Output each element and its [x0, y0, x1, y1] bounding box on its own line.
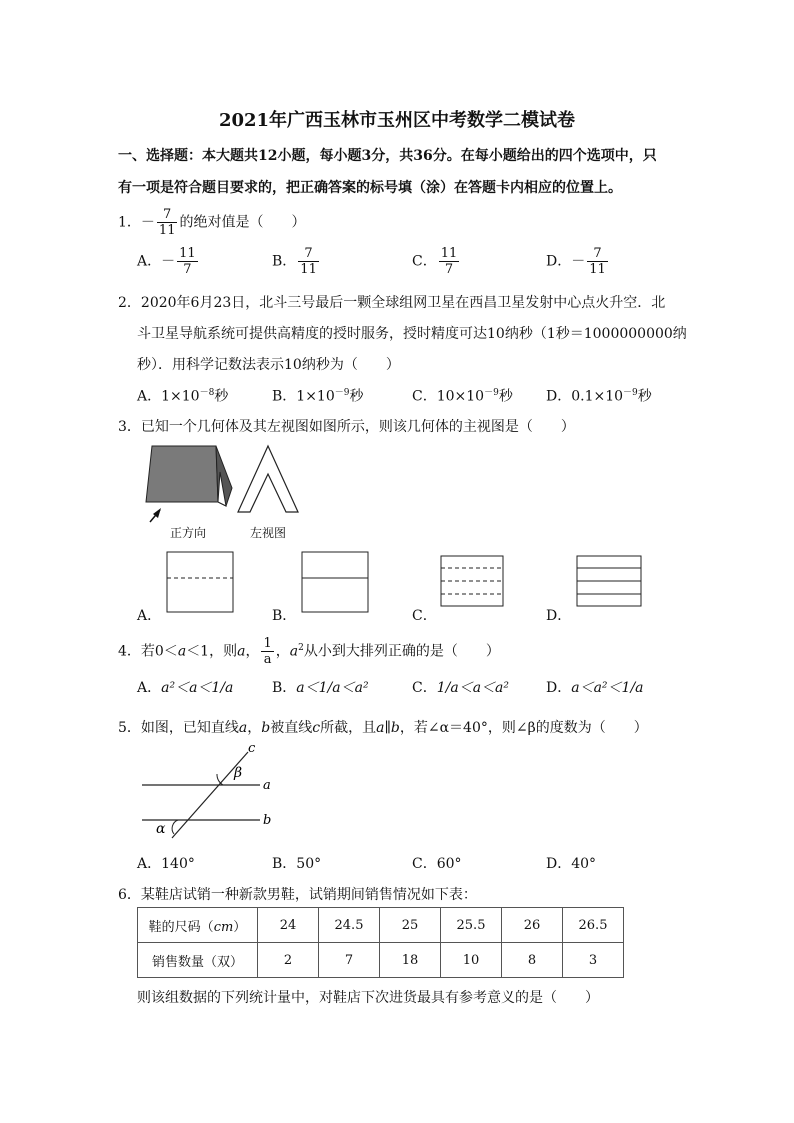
- label-c: c: [248, 741, 256, 756]
- q1-option-fraction: [439, 246, 460, 277]
- q5-tail: ，若∠α＝40°，则∠β的度数为（ ）: [399, 720, 648, 736]
- section-header-line1: 一、选择题：本大题共12小题，每小题3分，共36分。在每小题给出的四个选项中，只: [118, 148, 657, 164]
- q3-option-a-figure[interactable]: [166, 551, 234, 613]
- q2-option-exp: －9: [484, 388, 499, 398]
- q2-option-d[interactable]: [546, 385, 652, 406]
- q4-option-expr: a＜a²＜1/a: [571, 680, 644, 696]
- label-b: b: [263, 813, 272, 828]
- question-5: [118, 717, 648, 737]
- q4-option-expr: a²＜a＜1/a: [161, 680, 234, 696]
- question-6: 6．某鞋店试销一种新款男鞋，试销期间销售情况如下表：: [118, 887, 477, 903]
- frac-num: 7: [298, 246, 319, 262]
- table-header-size: [138, 908, 258, 943]
- q2-option-unit: 秒: [498, 388, 513, 405]
- table-cell: 10: [441, 943, 502, 978]
- q4-condition: ＜1，则: [186, 643, 238, 660]
- frac-num: 1: [263, 636, 272, 651]
- question-4: [118, 636, 500, 667]
- q4-prefix: 4．若0＜: [118, 643, 178, 660]
- table-row: [138, 908, 624, 943]
- frac-num: 7: [587, 246, 608, 262]
- question-3: 3．已知一个几何体及其左视图如图所示，则该几何体的主视图是（ ）: [118, 419, 575, 435]
- q5-option-d[interactable]: [546, 853, 596, 873]
- frac-den: 11: [300, 262, 317, 277]
- q1-minus: －: [140, 214, 155, 231]
- q3-option-d-label[interactable]: D．: [546, 608, 572, 624]
- table-cell: 24: [258, 908, 319, 943]
- q3-option-d-figure[interactable]: [576, 555, 642, 607]
- table-header-count: 销售数量（双）: [138, 943, 258, 978]
- table-cell: 24.5: [319, 908, 380, 943]
- q4-var-a: a: [177, 643, 187, 660]
- q2-option-unit: 秒: [637, 388, 652, 405]
- q5-mid: 被直线: [270, 720, 313, 736]
- question-2-line3: 秒）．用科学记数法表示10纳秒为（ ）: [137, 357, 400, 373]
- q1-option-a[interactable]: [137, 246, 200, 277]
- figure-rect: [167, 552, 233, 612]
- q5-parallel: a∥b: [376, 720, 400, 736]
- q5-option-b[interactable]: [272, 853, 321, 873]
- q4-option-expr: a＜1/a＜a²: [296, 680, 369, 696]
- table-cell: 26.5: [563, 908, 624, 943]
- frac-den: 11: [589, 262, 606, 277]
- q1-option-label: B．: [272, 253, 297, 270]
- table-cell: 7: [319, 943, 380, 978]
- q3-option-b-figure[interactable]: [301, 551, 369, 613]
- question-6-tail: 则该组数据的下列统计量中，对鞋店下次进货最具有参考意义的是（ ）: [137, 990, 599, 1006]
- table-cell: 26: [502, 908, 563, 943]
- page-title: 2021年广西玉林市玉州区中考数学二模试卷: [218, 110, 576, 131]
- q4-option-b[interactable]: [272, 677, 369, 697]
- q1-frac-num: 7: [157, 207, 178, 223]
- q5-var-b: b: [261, 720, 271, 736]
- q4-option-c[interactable]: [412, 677, 509, 697]
- figure-rect: [302, 552, 368, 612]
- table-cell: 8: [502, 943, 563, 978]
- q5-option-value: 140°: [161, 856, 195, 872]
- q5-option-label: A．: [137, 856, 162, 872]
- q1-option-b[interactable]: [272, 246, 321, 277]
- table-cell: 2: [258, 943, 319, 978]
- header-text: ）: [233, 919, 247, 935]
- q5-mid2: 所截，且: [320, 720, 377, 736]
- q1-option-d[interactable]: [546, 246, 610, 277]
- header-text: 鞋的尺码（: [148, 919, 214, 935]
- frac-den: a: [263, 652, 272, 667]
- header-unit: cm: [213, 919, 234, 935]
- q5-var-c: c: [312, 720, 321, 736]
- q5-option-c[interactable]: [412, 853, 462, 873]
- q4-option-label: D．: [546, 680, 572, 696]
- q1-option-sign: －: [571, 253, 586, 270]
- q5-var-a: a: [238, 720, 248, 736]
- q4-square: 2: [298, 642, 304, 653]
- q1-option-sign: －: [161, 253, 176, 270]
- left-view-figure: [236, 444, 302, 516]
- q3-option-b-label[interactable]: B．: [272, 608, 297, 624]
- q5-option-a[interactable]: [137, 853, 195, 873]
- q5-option-value: 60°: [436, 856, 462, 872]
- q2-option-label: B．: [272, 388, 297, 405]
- q4-fraction: [261, 636, 273, 667]
- q1-text: 的绝对值是（ ）: [179, 214, 306, 231]
- table-row: [138, 943, 624, 978]
- q1-fraction: [157, 207, 178, 238]
- q2-option-base: 10×10: [436, 388, 485, 405]
- table-cell: 3: [563, 943, 624, 978]
- front-direction-label: 正方向: [170, 526, 207, 540]
- q5-option-value: 50°: [296, 856, 322, 872]
- q2-option-b[interactable]: [272, 385, 363, 406]
- beta-arc: [217, 774, 223, 785]
- q1-option-label: C．: [412, 253, 437, 270]
- q4-option-d[interactable]: [546, 677, 644, 697]
- q5-prefix: 5．如图，已知直线: [118, 720, 239, 736]
- q2-option-label: D．: [546, 388, 572, 405]
- table-cell: 25.5: [441, 908, 502, 943]
- q4-option-label: B．: [272, 680, 297, 696]
- q4-option-label: A．: [137, 680, 162, 696]
- q2-option-unit: 秒: [349, 388, 364, 405]
- q2-option-base: 1×10: [296, 388, 335, 405]
- left-view-label: 左视图: [250, 526, 287, 540]
- label-beta: β: [234, 765, 243, 781]
- frac-num: 11: [440, 246, 458, 261]
- q5-option-value: 40°: [571, 856, 597, 872]
- q1-option-label: A．: [137, 253, 162, 270]
- q3-option-c-figure[interactable]: [440, 555, 504, 607]
- label-a: a: [263, 778, 271, 793]
- frac-den: 7: [444, 262, 454, 277]
- q2-option-base: 0.1×10: [571, 388, 624, 405]
- q1-number: 1．: [118, 214, 141, 231]
- frac-num: 11: [179, 246, 196, 261]
- parallel-lines-figure: [138, 740, 288, 840]
- solid-top-face: [146, 446, 218, 502]
- q2-option-label: A．: [137, 388, 162, 405]
- q4-comma: ，: [275, 643, 290, 660]
- table-cell: 18: [380, 943, 441, 978]
- q2-option-base: 1×10: [161, 388, 200, 405]
- question-2-line2: 斗卫星导航系统可提供高精度的授时服务，授时精度可达10纳秒（1秒＝1000000000纳: [137, 326, 687, 342]
- q4-option-expr: 1/a＜a＜a²: [436, 680, 509, 696]
- q2-option-c[interactable]: [412, 385, 513, 406]
- q4-option-label: C．: [412, 680, 437, 696]
- q5-option-label: C．: [412, 856, 437, 872]
- q4-option-a[interactable]: [137, 677, 233, 697]
- q4-var-a: a: [237, 643, 246, 660]
- q3-option-a-label[interactable]: A．: [137, 608, 162, 624]
- sales-table: [137, 907, 624, 978]
- q2-option-unit: 秒: [214, 388, 229, 405]
- frac-den: 7: [183, 262, 192, 277]
- q4-comma: ，: [245, 643, 260, 660]
- q5-option-label: D．: [546, 856, 572, 872]
- question-1: [118, 207, 305, 238]
- q1-option-fraction: [587, 246, 608, 277]
- left-view-shape: [238, 446, 298, 512]
- q4-tail: 从小到大排列正确的是（ ）: [303, 643, 500, 660]
- q2-option-exp: －8: [199, 388, 215, 398]
- q2-option-label: C．: [412, 388, 437, 405]
- q5-sep: ，: [247, 720, 262, 736]
- q1-frac-den: 11: [158, 223, 176, 238]
- q1-option-fraction: [298, 246, 319, 277]
- q1-option-fraction: [177, 246, 198, 277]
- section-header-line2: 有一项是符合题目要求的，把正确答案的标号填（涂）在答题卡内相应的位置上。: [118, 180, 622, 196]
- q1-option-c[interactable]: [412, 246, 461, 277]
- q2-option-exp: －9: [623, 388, 638, 398]
- label-alpha: α: [156, 821, 166, 837]
- q2-option-exp: －9: [334, 388, 350, 398]
- table-cell: 25: [380, 908, 441, 943]
- q3-option-c-label[interactable]: C．: [412, 608, 437, 624]
- q1-option-label: D．: [546, 253, 572, 270]
- q2-option-a[interactable]: [137, 385, 228, 406]
- q5-option-label: B．: [272, 856, 297, 872]
- q4-var-a: a: [289, 643, 299, 660]
- question-2-line1: 2．2020年6月23日，北斗三号最后一颗全球组网卫星在西昌卫星发射中心点火升空．北: [118, 295, 666, 311]
